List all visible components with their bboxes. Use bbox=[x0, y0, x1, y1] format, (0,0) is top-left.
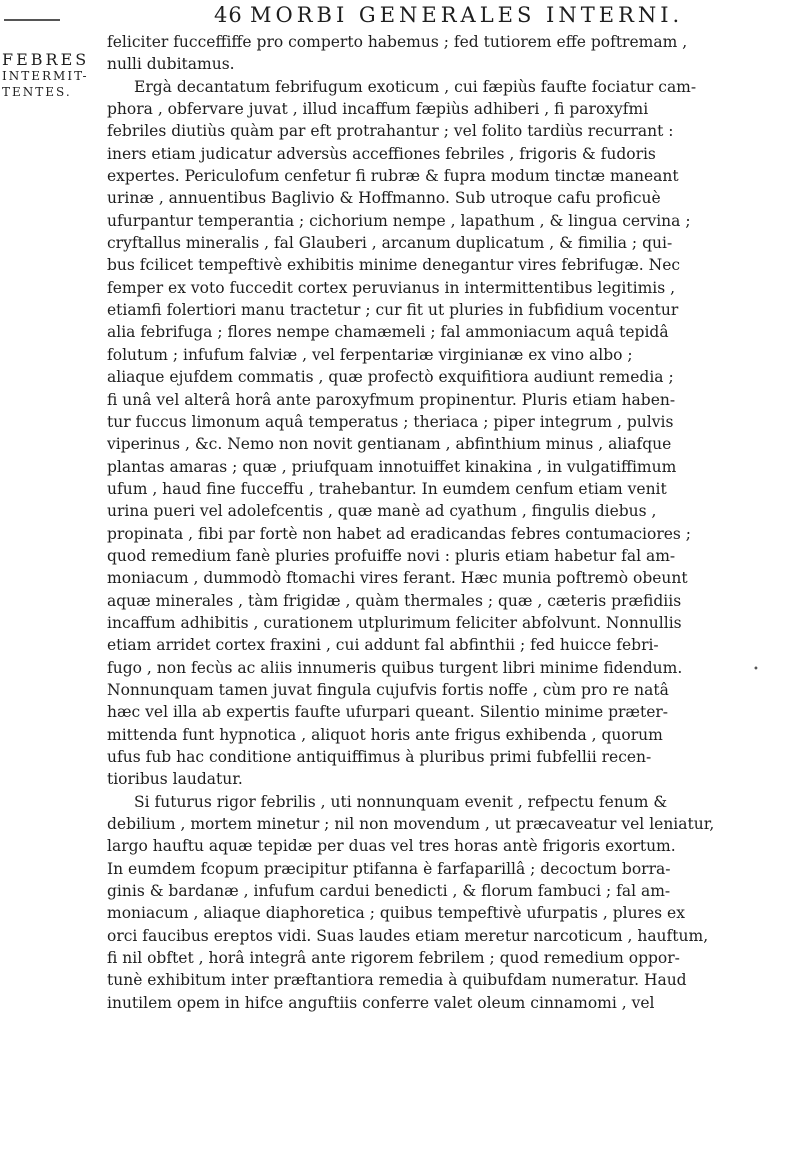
text-line: expertes. Periculofum cenfetur fi rubræ & fupra modum tinctæ maneant bbox=[107, 167, 679, 186]
text-line: tunè exhibitum inter præftantiora remedia à quibufdam numeratur. Haud bbox=[107, 971, 687, 990]
text-line: largo hauftu aquæ tepidæ per duas vel tres horas antè frigoris exortum. bbox=[107, 837, 676, 856]
paragraph-first-line: Si futurus rigor febrilis , uti nonnunquam evenit , refpectu fenum & bbox=[134, 792, 668, 811]
text-line: aliaque ejufdem commatis , quæ profectò exquifitiora audiunt remedia ; bbox=[107, 368, 674, 387]
text-line: iners etiam judicatur adversùs acceffiones febriles , frigoris & fudoris bbox=[107, 144, 656, 163]
text-line: hæc vel illa ab expertis faufte ufurpari queant. Silentio minime præter- bbox=[107, 703, 669, 722]
text-line: plantas amaras ; quæ , priufquam innotuiffet kinakina , in vulgatiffimum bbox=[107, 457, 677, 476]
text-line: moniacum , aliaque diaphoretica ; quibus tempeftivè ufurpatis , plures ex bbox=[107, 904, 685, 923]
text-line: propinata , fibi par fortè non habet ad eradicandas febres contumaciores ; bbox=[107, 524, 692, 543]
marginal-note-line: FEBRES bbox=[2, 50, 90, 69]
text-line: urina pueri vel adolefcentis , quæ manè ad cyathum , fingulis diebus , bbox=[107, 502, 657, 521]
text-line: alia febrifuga ; flores nempe chamæmeli ; fal ammoniacum aquâ tepidâ bbox=[107, 323, 669, 342]
text-line: ufurpantur temperantia ; cichorium nempe , lapathum , & lingua cervina ; bbox=[107, 211, 691, 230]
text-line: Nonnunquam tamen juvat fingula cujufvis fortis noffe , cùm pro re natâ bbox=[107, 680, 669, 699]
paragraph-first-line: Ergà decantatum febrifugum exoticum , cui fæpiùs faufte fociatur cam- bbox=[134, 77, 697, 96]
text-line: febriles diutiùs quàm par eft protrahantur ; vel folito tardiùs recurrant : bbox=[107, 122, 674, 141]
body-text bbox=[107, 31, 732, 1014]
text-line: etiamfi folertiori manu tractetur ; cur fit ut pluries in fubfidium vocentur bbox=[107, 301, 679, 320]
text-line: ufum , haud fine fucceffu , trahebantur. In eumdem cenfum etiam venit bbox=[107, 479, 667, 498]
marginal-note-line: INTERMIT- bbox=[2, 69, 89, 83]
text-line: cryftallus mineralis , fal Glauberi , arcanum duplicatum , & fimilia ; qui- bbox=[107, 234, 673, 253]
page-number: 46 bbox=[214, 3, 243, 27]
text-line: phora , obfervare juvat , illud incaffum fæpiùs adhiberi , fi paroxyfmi bbox=[107, 100, 649, 119]
text-line: urinæ , annuentibus Baglivio & Hoffmanno. Sub utroque cafu proficuè bbox=[107, 189, 661, 208]
margin-mark: • bbox=[753, 664, 759, 675]
text-line: nulli dubitamus. bbox=[107, 55, 235, 74]
text-line: fi unâ vel alterâ horâ ante paroxyfmum propinentur. Pluris etiam haben- bbox=[107, 390, 676, 409]
text-line: tur fuccus limonum aquâ temperatus ; theriaca ; piper integrum , pulvis bbox=[107, 412, 674, 431]
text-line: orci faucibus ereptos vidi. Suas laudes etiam meretur narcoticum , hauftum, bbox=[107, 926, 709, 945]
text-line: debilium , mortem minetur ; nil non movendum , ut præcaveatur vel leniatur, bbox=[107, 815, 715, 834]
text-line: femper ex voto fuccedit cortex peruvianus in intermittentibus legitimis , bbox=[107, 278, 676, 297]
header-ornament-rule bbox=[4, 19, 60, 21]
text-line: fugo , non fecùs ac aliis innumeris quibus turgent libri minime fidendum. bbox=[107, 658, 683, 677]
running-title: MORBI GENERALES INTERNI. bbox=[250, 3, 684, 27]
text-line: In eumdem fcopum præcipitur ptifanna è farfaparillâ ; decoctum borra- bbox=[107, 859, 671, 878]
text-line: tioribus laudatur. bbox=[107, 770, 243, 789]
marginal-note bbox=[2, 50, 90, 100]
text-line: inutilem opem in hifce anguftiis conferre valet oleum cinnamomi , vel bbox=[107, 993, 655, 1012]
text-line: fi nil obftet , horâ integrâ ante rigorem febrilem ; quod remedium oppor- bbox=[107, 949, 680, 968]
text-line: folutum ; infufum falviæ , vel ferpentariæ virginianæ ex vino albo ; bbox=[107, 345, 633, 364]
marginal-note-line: TENTES. bbox=[2, 85, 72, 99]
text-line: quod remedium fanè pluries profuiffe novi : pluris etiam habetur fal am- bbox=[107, 546, 676, 565]
text-line: etiam arridet cortex fraxini , cui addunt fal abfinthii ; fed huicce febri- bbox=[107, 636, 659, 655]
text-line: ginis & bardanæ , infufum cardui benedicti , & florum fambuci ; fal am- bbox=[107, 882, 671, 901]
text-line: ufus fub hac conditione antiquiffimus à pluribus primi fubfellii recen- bbox=[107, 748, 652, 766]
text-line: aquæ minerales , tàm frigidæ , quàm thermales ; quæ , cæteris præfidiis bbox=[107, 591, 682, 610]
text-line: mittenda funt hypnotica , aliquot horis ante frigus exhibenda , quorum bbox=[107, 725, 663, 744]
text-line: incaffum adhibitis , curationem utplurimum feliciter abfolvunt. Nonnullis bbox=[107, 613, 682, 632]
text-line: viperinus , &c. Nemo non novit gentianam , abfinthium minus , aliafque bbox=[107, 435, 672, 454]
text-line: feliciter fucceffiffe pro comperto habemus ; fed tutiorem effe poftremam , bbox=[107, 33, 688, 51]
text-line: moniacum , dummodò ftomachi vires ferant. Hæc munia poftremò obeunt bbox=[107, 569, 688, 588]
text-line: bus fcilicet tempeftivè exhibitis minime denegantur vires febrifugæ. Nec bbox=[107, 256, 681, 275]
